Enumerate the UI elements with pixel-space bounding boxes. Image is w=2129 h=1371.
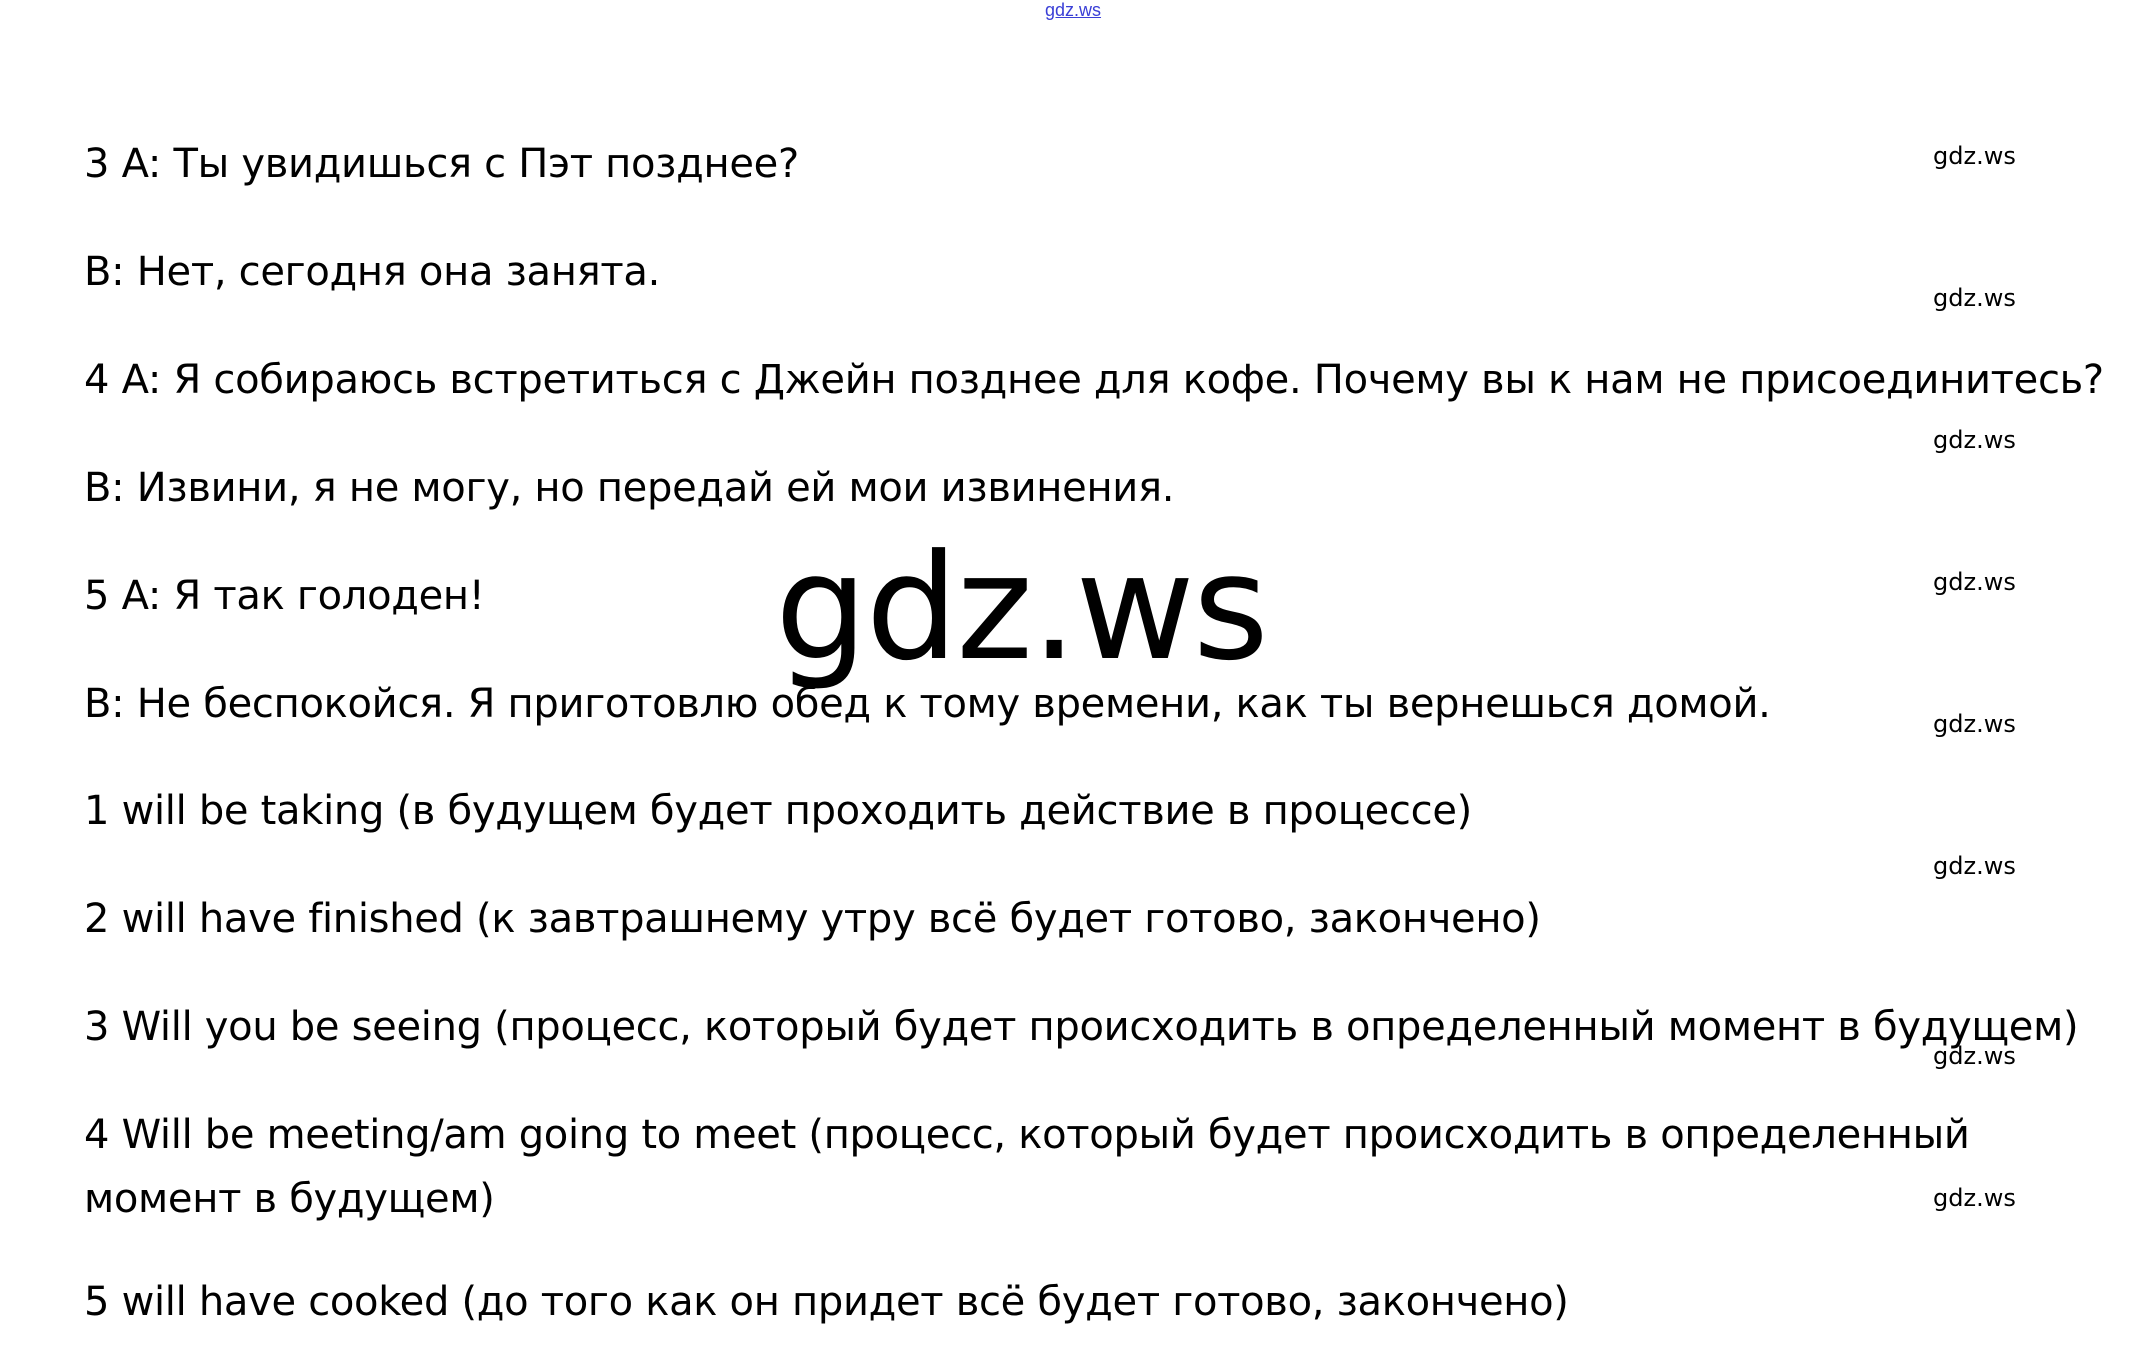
- site-link[interactable]: gdz.ws: [1045, 0, 1102, 20]
- watermark-small: gdz.ws: [1933, 426, 2016, 454]
- text-line-5: 5 A: Я так голоден!: [84, 573, 485, 619]
- text-line-2: B: Нет, сегодня она занята.: [84, 249, 661, 295]
- text-line-6: B: Не беспокойся. Я приготовлю обед к тому времени, как ты вернешься домой.: [84, 681, 1771, 727]
- text-line-3: 4 A: Я собираюсь встретиться с Джейн позднее для кофе. Почему вы к нам не присоединитесь?: [84, 357, 2104, 403]
- watermark-small: gdz.ws: [1933, 284, 2016, 312]
- watermark-small: gdz.ws: [1933, 1042, 2016, 1070]
- text-line-4: B: Извини, я не могу, но передай ей мои извинения.: [84, 465, 1175, 511]
- watermark-small: gdz.ws: [1933, 142, 2016, 170]
- text-line-1: 3 A: Ты увидишься с Пэт позднее?: [84, 141, 799, 187]
- watermark-small: gdz.ws: [1933, 1184, 2016, 1212]
- watermark-small: gdz.ws: [1933, 710, 2016, 738]
- watermark-small: gdz.ws: [1933, 852, 2016, 880]
- watermark-small: gdz.ws: [1933, 568, 2016, 596]
- text-line-10: 4 Will be meeting/am going to meet (процесс, который будет происходить в определенный момент в будущем): [84, 1112, 1970, 1222]
- text-line-8: 2 will have finished (к завтрашнему утру всё будет готово, закончено): [84, 896, 1541, 942]
- text-line-11: 5 will have cooked (до того как он придет всё будет готово, закончено): [84, 1279, 1569, 1325]
- text-line-9: 3 Will you be seeing (процесс, который будет происходить в определенный момент в будущем): [84, 1004, 2079, 1050]
- watermark-large: gdz.ws: [775, 523, 1267, 693]
- text-line-7: 1 will be taking (в будущем будет проходить действие в процессе): [84, 788, 1472, 834]
